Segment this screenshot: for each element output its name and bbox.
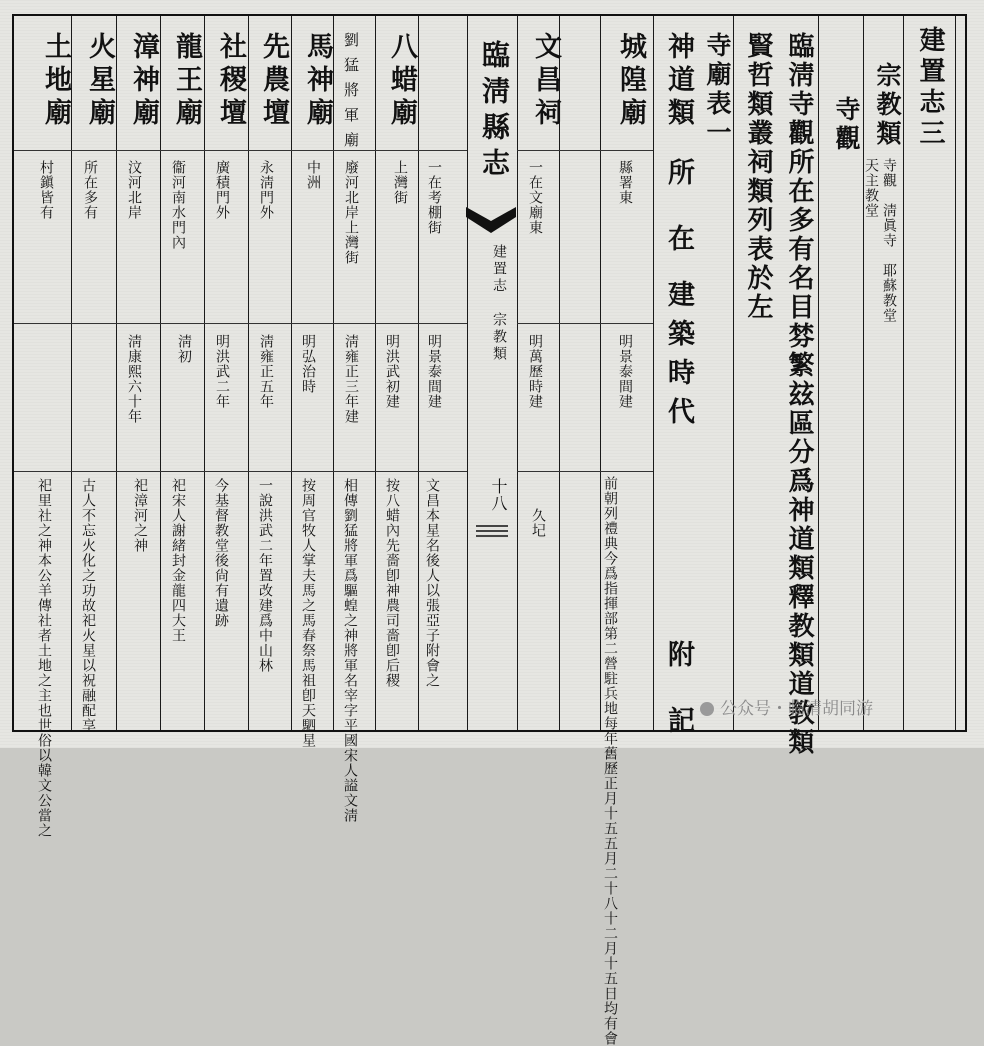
entry-note: 久圮 [530, 508, 546, 538]
entry-name: 文昌祠 [530, 32, 561, 131]
row-divider [14, 471, 467, 472]
fish-tail-mark [466, 207, 516, 233]
row-divider [517, 471, 653, 472]
entry-era: 明洪武二年 [214, 334, 230, 409]
header-location: 所 在 [663, 158, 694, 257]
entry-name: 漳神廟 [128, 32, 159, 131]
entry-location: 所在多有 [82, 160, 98, 220]
entry-note: 按周官牧人掌夫馬之馬春祭馬祖卽天駟星 [300, 478, 316, 748]
entry-location: 衞河南水門內 [170, 160, 186, 250]
category-list-right: 寺觀 淸眞寺 耶蘇教堂 [881, 158, 897, 323]
entry-note: 祀里社之神本公羊傳社者土地之主也世俗以韓文公當之 [36, 478, 52, 838]
entry-era: 明景泰間建 [617, 334, 633, 409]
entry-location: 廣積門外 [214, 160, 230, 220]
entry-name: 龍王廟 [171, 32, 202, 131]
entry-note: 今基督教堂後尙有遺跡 [213, 478, 229, 628]
entry-location: 村鎭皆有 [38, 160, 54, 220]
entry-location: 縣署東 [617, 160, 633, 205]
category-heading: 宗教類 [873, 62, 902, 149]
entry-era: 淸雍正五年 [258, 334, 274, 409]
book-title: 臨淸縣志 [478, 40, 511, 184]
entry-name: 土地廟 [40, 32, 71, 131]
entry-note: 前朝列禮典今爲指揮部第二營駐兵地每年舊歷正月十五五月二十八十二月十五日均有會 [602, 476, 618, 1046]
entry-note: 祀漳河之神 [132, 478, 148, 553]
column-divider [375, 16, 376, 730]
entry-era: 明洪武初建 [384, 334, 400, 409]
page-number: 十八 [489, 478, 508, 512]
entry-name: 先農壇 [258, 32, 289, 131]
section-label: 建置志 宗教類 [491, 244, 507, 363]
entry-note: 祀宋人謝緒封金龍四大王 [170, 478, 186, 643]
page-title: 建置志三 [915, 26, 945, 150]
row-divider [14, 150, 467, 151]
column-divider [600, 16, 601, 730]
entry-name: 城隍廟 [615, 32, 646, 131]
subtitle-temples: 寺觀 [832, 96, 861, 154]
entry-era: 淸初 [176, 334, 192, 364]
header-era: 建築時代 [663, 280, 694, 436]
entry-note: 相傳劉猛將軍爲驅蝗之神將軍名宰字平國宋人謚文淸 [342, 478, 358, 823]
row-divider [14, 323, 467, 324]
entry-location: 廢河北岸上灣街 [343, 160, 359, 265]
column-divider [467, 16, 468, 730]
entry-name: 馬神廟 [302, 32, 333, 131]
column-divider [818, 16, 819, 730]
intro-line-2: 賢哲類叢祠類列表於左 [743, 32, 773, 322]
row-divider [517, 150, 653, 151]
column-divider [955, 16, 956, 730]
intro-line-1: 臨淸寺觀所在多有名目棼繁玆區分爲神道類釋教類道教類 [784, 32, 814, 757]
header-type: 神道類 [663, 32, 694, 131]
column-divider [517, 16, 518, 730]
entry-note: 文昌本星名後人以張亞子附會之 [424, 478, 440, 688]
entry-name: 劉猛將軍廟 [342, 32, 360, 157]
entry-era: 明弘治時 [300, 334, 316, 394]
entry-name: 八蜡廟 [386, 32, 417, 131]
header-note: 附 記 [663, 640, 694, 739]
entry-era: 淸雍正三年建 [343, 334, 359, 424]
row-divider [517, 323, 653, 324]
entry-era: 明景泰間建 [426, 334, 442, 409]
entry-location: 永淸門外 [258, 160, 274, 220]
entry-location: 一在考棚街 [426, 160, 442, 235]
table-label: 寺廟表一 [703, 32, 732, 148]
entry-era: 淸康熙六十年 [126, 334, 142, 424]
entry-note: 古人不忘火化之功故祀火星以祝融配享 [80, 478, 96, 733]
column-divider [653, 16, 654, 730]
entry-note: 一說洪武二年置改建爲中山林 [257, 478, 273, 673]
entry-location: 上灣街 [392, 160, 408, 205]
category-list-left: 天主教堂 [863, 158, 879, 218]
page-mark [474, 520, 510, 542]
entry-name: 社稷壇 [215, 32, 246, 131]
wechat-icon [700, 702, 714, 716]
entry-location: 中洲 [305, 160, 321, 190]
watermark [700, 694, 873, 719]
entry-era: 明萬歷時建 [527, 334, 543, 409]
entry-location: 汶河北岸 [126, 160, 142, 220]
entry-location: 一在文廟東 [527, 160, 543, 235]
watermark-text: 公众号・临清胡同游 [720, 699, 873, 719]
entry-note: 按八蜡內先嗇卽神農司嗇卽后稷 [384, 478, 400, 688]
entry-name: 火星廟 [84, 32, 115, 131]
